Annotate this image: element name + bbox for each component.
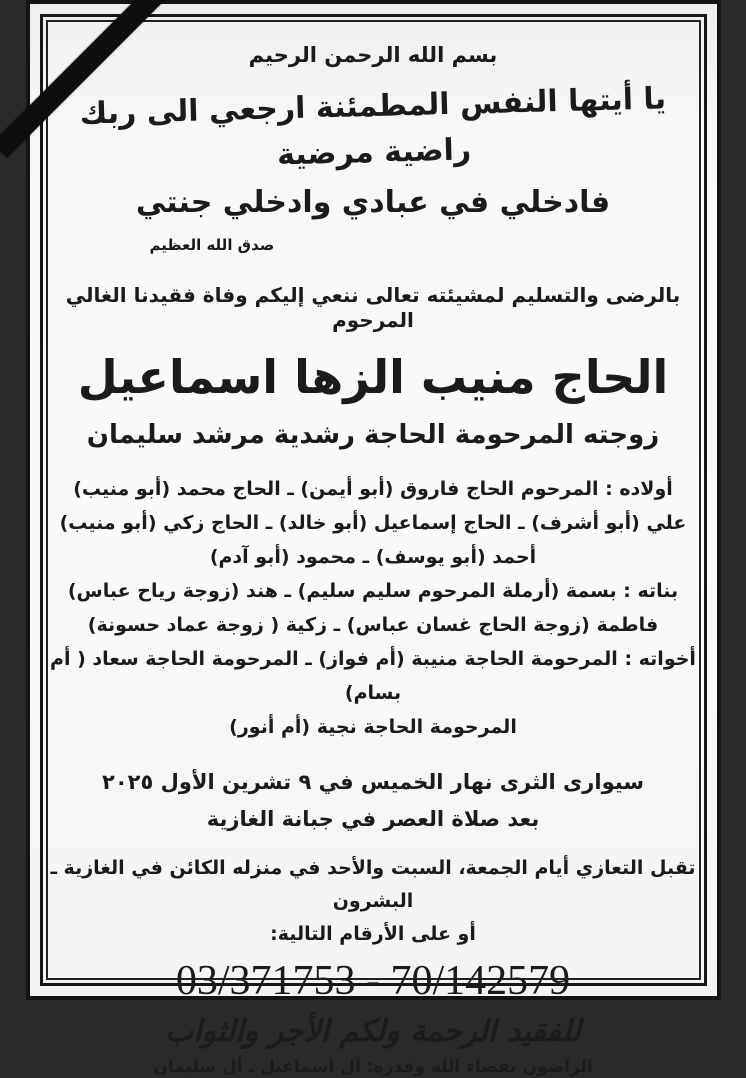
sons-line-1: أولاده : المرحوم الحاج فاروق (أبو أيمن) ـ الحاج محمد (أبو منيب)	[73, 477, 673, 500]
family-section	[50, 472, 697, 744]
notice-content	[50, 24, 697, 1077]
obituary-notice	[26, 0, 721, 1077]
deceased-name: الحاج منيب الزها اسماعيل	[77, 350, 669, 404]
daughters-line-2: فاطمة (زوجة الحاج غسان عباس) ـ زكية ( زوجة عماد حسونة)	[87, 613, 659, 636]
condolences-section	[50, 852, 697, 951]
basmala-text: بسم الله الرحمن الرحيم	[248, 43, 498, 67]
phone-numbers: 03/371753 - 70/142579	[175, 957, 571, 1004]
sons-line-2: علي (أبو أشرف) ـ الحاج إسماعيل (أبو خالد) ـ الحاج زكي (أبو منيب)	[59, 511, 687, 534]
burial-section	[50, 764, 697, 838]
notice-page	[30, 4, 717, 1077]
quran-verse-line-1: يا أيتها النفس المطمئنة ارجعي الى ربك راضية مرضية	[78, 81, 666, 173]
sadaqa-allah-text: صدق الله العظيم	[149, 236, 275, 255]
burial-date-line: سيوارى الثرى نهار الخميس في ٩ تشرين الأول ٢٠٢٥	[102, 769, 644, 794]
wife-line: زوجته المرحومة الحاجة رشدية مرشد سليمان	[86, 420, 660, 450]
daughters-line-1: بناته : بسمة (أرملة المرحوم سليم سليم) ـ هند (زوجة رياح عباس)	[67, 579, 679, 602]
sisters-line-2: المرحومة الحاجة نجية (أم أنور)	[229, 715, 517, 738]
sons-line-3: أحمد (أبو يوسف) ـ محمود (أبو آدم)	[209, 545, 537, 568]
quran-verse	[50, 81, 697, 226]
condolences-numbers-label: أو على الأرقام التالية:	[270, 922, 476, 945]
quran-verse-line-2: فادخلي في عبادي وادخلي جنتي	[135, 185, 611, 221]
announcement-intro: بالرضى والتسليم لمشيئته تعالى ننعي إليكم وفاة فقيدنا الغالي المرحوم	[65, 283, 681, 332]
family-signature: الراضون بقضاء الله وقدره: آل اسماعيل ـ أل سليمان	[153, 1056, 593, 1077]
condolences-days-line: تقبل التعازي أيام الجمعة، السبت والأحد في منزله الكائن في الغازية ـ البشرون	[50, 856, 696, 912]
sisters-line-1: أخواته : المرحومة الحاجة منيبة (أم فواز) ـ المرحومة الحاجة سعاد ( أم بسام)	[50, 647, 696, 704]
closing-dua: للفقيد الرحمة ولكم الأجر والثواب	[165, 1013, 581, 1049]
burial-place-line: بعد صلاة العصر في جبانة الغازية	[206, 806, 540, 831]
